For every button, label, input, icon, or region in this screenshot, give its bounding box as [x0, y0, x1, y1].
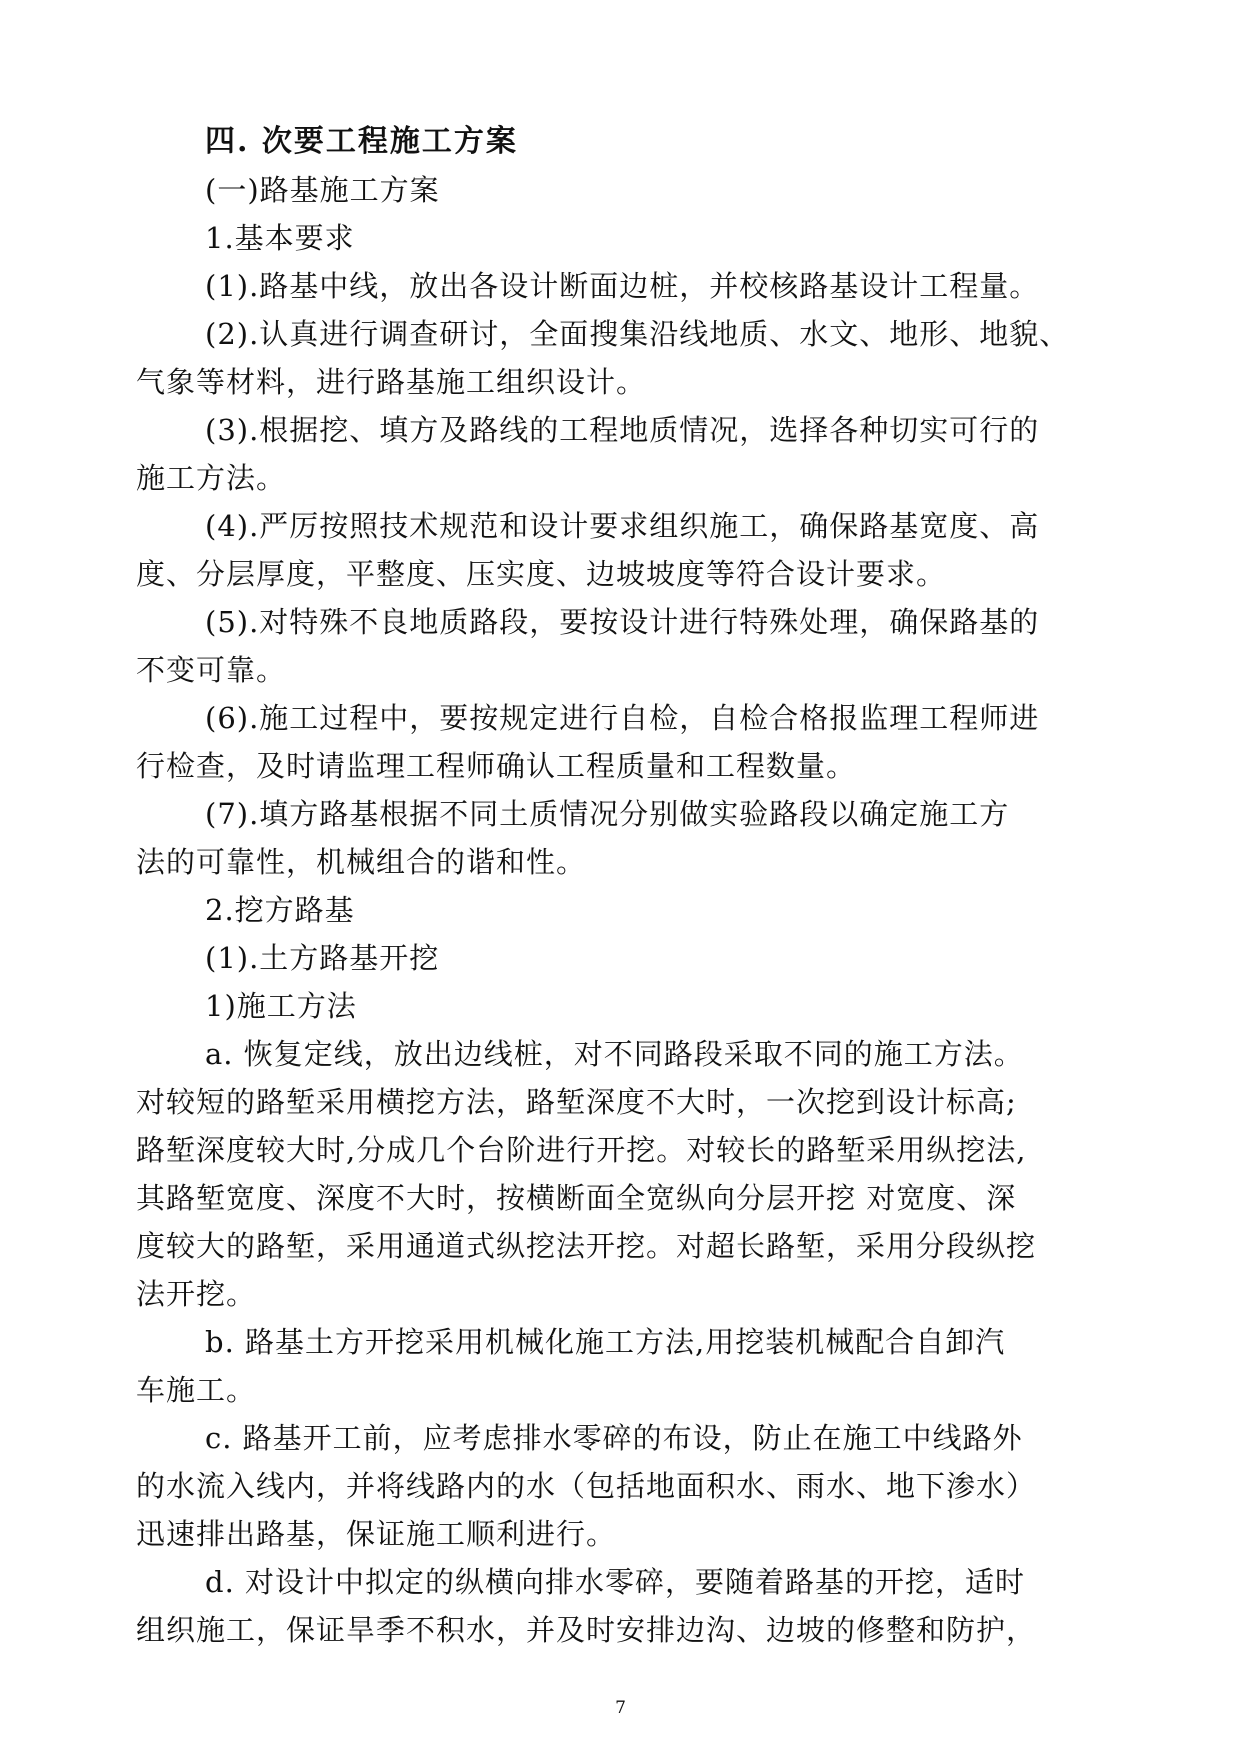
subheading-basic-requirements: 1.基本要求	[205, 221, 355, 255]
paragraph-line: 的水流入线内，并将线路内的水（包括地面积水、雨水、地下渗水）	[136, 1469, 1037, 1503]
subheading-earthwork-excavation: (1).土方路基开挖	[205, 941, 440, 975]
paragraph-line: 法的可靠性，机械组合的谐和性。	[136, 845, 587, 879]
paragraph-line: (7).填方路基根据不同土质情况分别做实验路段以确定施工方	[205, 797, 1010, 831]
paragraph-line: 组织施工，保证旱季不积水，并及时安排边沟、边坡的修整和防护，	[136, 1613, 1037, 1647]
paragraph-line: 车施工。	[136, 1373, 257, 1407]
paragraph-line: 度、分层厚度，平整度、压实度、边坡坡度等符合设计要求。	[136, 557, 947, 591]
paragraph-line: d. 对设计中拟定的纵横向排水零碎，要随着路基的开挖，适时	[205, 1565, 1026, 1599]
paragraph-line: 不变可靠。	[136, 653, 287, 687]
paragraph-line: (6).施工过程中，要按规定进行自检，自检合格报监理工程师进	[205, 701, 1040, 735]
paragraph-line: 施工方法。	[136, 461, 287, 495]
paragraph-line: c. 路基开工前，应考虑排水零碎的布设，防止在施工中线路外	[205, 1421, 1023, 1455]
paragraph-line: 行检查，及时请监理工程师确认工程质量和工程数量。	[136, 749, 857, 783]
subheading-construction-method: 1)施工方法	[205, 989, 357, 1023]
paragraph-line: (5).对特殊不良地质路段，要按设计进行特殊处理，确保路基的	[205, 605, 1040, 639]
subsection-title: (一)路基施工方案	[205, 173, 440, 207]
paragraph-line: a. 恢复定线，放出边线桩，对不同路段采取不同的施工方法。	[205, 1037, 1024, 1071]
section-heading: 四. 次要工程施工方案	[205, 124, 518, 159]
paragraph-line: 度较大的路堑，采用通道式纵挖法开挖。对超长路堑，采用分段纵挖	[136, 1229, 1037, 1263]
subheading-excavation-subgrade: 2.挖方路基	[205, 893, 355, 927]
paragraph-line: (4).严厉按照技术规范和设计要求组织施工，确保路基宽度、高	[205, 509, 1040, 543]
paragraph-line: 法开挖。	[136, 1277, 257, 1311]
paragraph-line: 气象等材料，进行路基施工组织设计。	[136, 365, 647, 399]
paragraph-line: b. 路基土方开挖采用机械化施工方法,用挖装机械配合自卸汽	[205, 1325, 1006, 1359]
document-body	[136, 118, 1116, 1654]
paragraph-line: 迅速排出路基，保证施工顺利进行。	[136, 1517, 617, 1551]
paragraph-line: 路堑深度较大时,分成几个台阶进行开挖。对较长的路堑采用纵挖法,	[136, 1133, 1027, 1167]
paragraph-line: (2).认真进行调查研讨，全面搜集沿线地质、水文、地形、地貌、	[205, 317, 1070, 351]
paragraph-line: (3).根据挖、填方及路线的工程地质情况，选择各种切实可行的	[205, 413, 1040, 447]
paragraph-line: (1).路基中线，放出各设计断面边桩，并校核路基设计工程量。	[205, 269, 1040, 303]
paragraph-line: 其路堑宽度、深度不大时，按横断面全宽纵向分层开挖 对宽度、深	[136, 1181, 1017, 1215]
page-number: 7	[615, 1698, 626, 1718]
paragraph-line: 对较短的路堑采用横挖方法，路堑深度不大时，一次挖到设计标高;	[136, 1085, 1017, 1119]
